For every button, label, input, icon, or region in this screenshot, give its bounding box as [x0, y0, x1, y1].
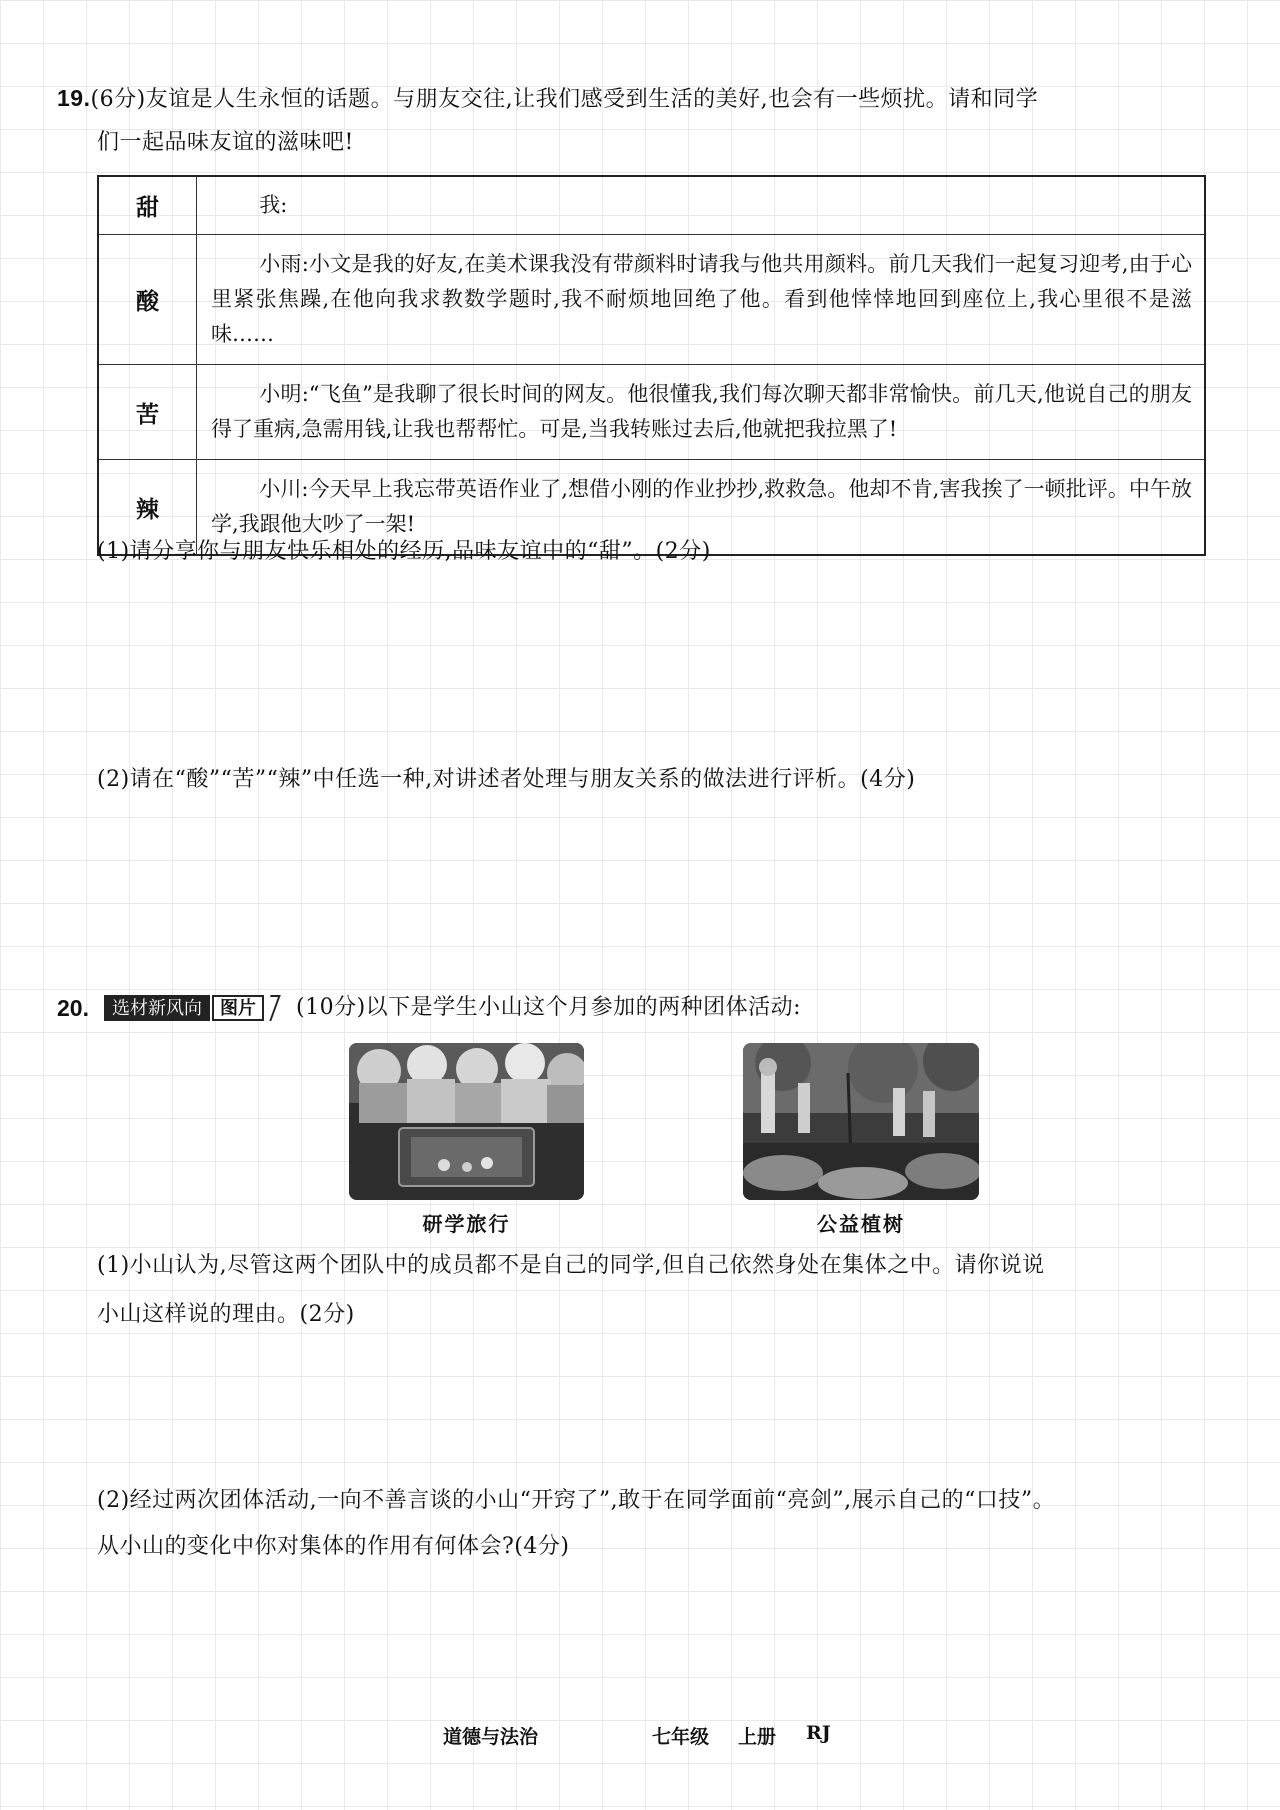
q19-number: 19. — [57, 85, 91, 111]
row-key-bitter: 苦 — [98, 365, 197, 460]
q19-intro-line2: 们一起品味友谊的滋味吧! — [97, 130, 354, 155]
study-tour-caption: 研学旅行 — [422, 1212, 511, 1236]
q20-sub1-line1: (1)小山认为,尽管这两个团队中的成员都不是自己的同学,但自己依然身处在集体之中。请你说说 — [97, 1253, 1045, 1278]
table-row-sour — [98, 235, 1205, 365]
study-tour-photo — [349, 1043, 584, 1200]
tree-planting-photo — [743, 1043, 979, 1200]
table-row-bitter — [98, 365, 1205, 460]
footer-subject: 道德与法治 — [443, 1726, 539, 1748]
q19-sub2: (2)请在“酸”“苦”“辣”中任选一种,对讲述者处理与朋友关系的做法进行评析。(4分) — [97, 767, 916, 792]
q19-intro-text: (6分)友谊是人生永恒的话题。与朋友交往,让我们感受到生活的美好,也会有一些烦扰。请和同学 — [90, 87, 1039, 112]
footer-grade: 七年级 — [652, 1726, 710, 1748]
table-row-sweet — [98, 176, 1205, 235]
row-text-sweet-content: 我: — [259, 193, 288, 217]
q20-badge — [104, 995, 276, 1021]
footer-edition: RJ — [806, 1722, 831, 1744]
q20-sub1-line2: 小山这样说的理由。(2分) — [97, 1302, 355, 1327]
q19-intro-line1 — [57, 76, 1237, 122]
row-text-bitter-content: 小明:“飞鱼”是我聊了很长时间的网友。他很懂我,我们每次聊天都非常愉快。前几天,他说自己的朋友得了重病,急需用钱,让我也帮帮忙。可是,当我转账过去后,他就把我拉黑了! — [211, 382, 1192, 441]
q20-sub2-line1: (2)经过两次团体活动,一向不善言谈的小山“开窍了”,敢于在同学面前“亮剑”,展示自己的“口技”。 — [97, 1488, 1056, 1513]
q20-intro: (10分)以下是学生小山这个月参加的两种团体活动: — [296, 995, 802, 1020]
row-text-sweet — [197, 176, 1206, 235]
row-text-bitter — [197, 365, 1206, 460]
q20-sub2-line2: 从小山的变化中你对集体的作用有何体会?(4分) — [97, 1534, 570, 1559]
footer-volume: 上册 — [738, 1726, 777, 1748]
q19-sub1: (1)请分享你与朋友快乐相处的经历,品味友谊中的“甜”。(2分) — [97, 539, 711, 564]
badge-label: 选材新风向 — [104, 995, 210, 1021]
row-key-sour: 酸 — [98, 235, 197, 365]
tree-planting-caption: 公益植树 — [817, 1212, 905, 1236]
badge-corner — [261, 995, 280, 1021]
tree-planting-image — [743, 1043, 979, 1200]
q20-number: 20. — [57, 995, 89, 1021]
row-text-sour-content: 小雨:小文是我的好友,在美术课我没有带颜料时请我与他共用颜料。前几天我们一起复习迎考,由于心里紧张焦躁,在他向我求教数学题时,我不耐烦地回绝了他。看到他悻悻地回到座位上,我心里很不是滋味…… — [211, 252, 1192, 346]
row-key-sweet: 甜 — [98, 176, 197, 235]
row-text-spicy-content: 小川:今天早上我忘带英语作业了,想借小刚的作业抄抄,救救急。他却不肯,害我挨了一顿批评。中午放学,我跟他大吵了一架! — [211, 477, 1192, 536]
friendship-table — [97, 175, 1206, 556]
row-key-spicy: 辣 — [98, 460, 197, 556]
row-text-sour — [197, 235, 1206, 365]
badge-tag: 图片 — [212, 995, 264, 1021]
study-tour-image — [349, 1043, 584, 1200]
